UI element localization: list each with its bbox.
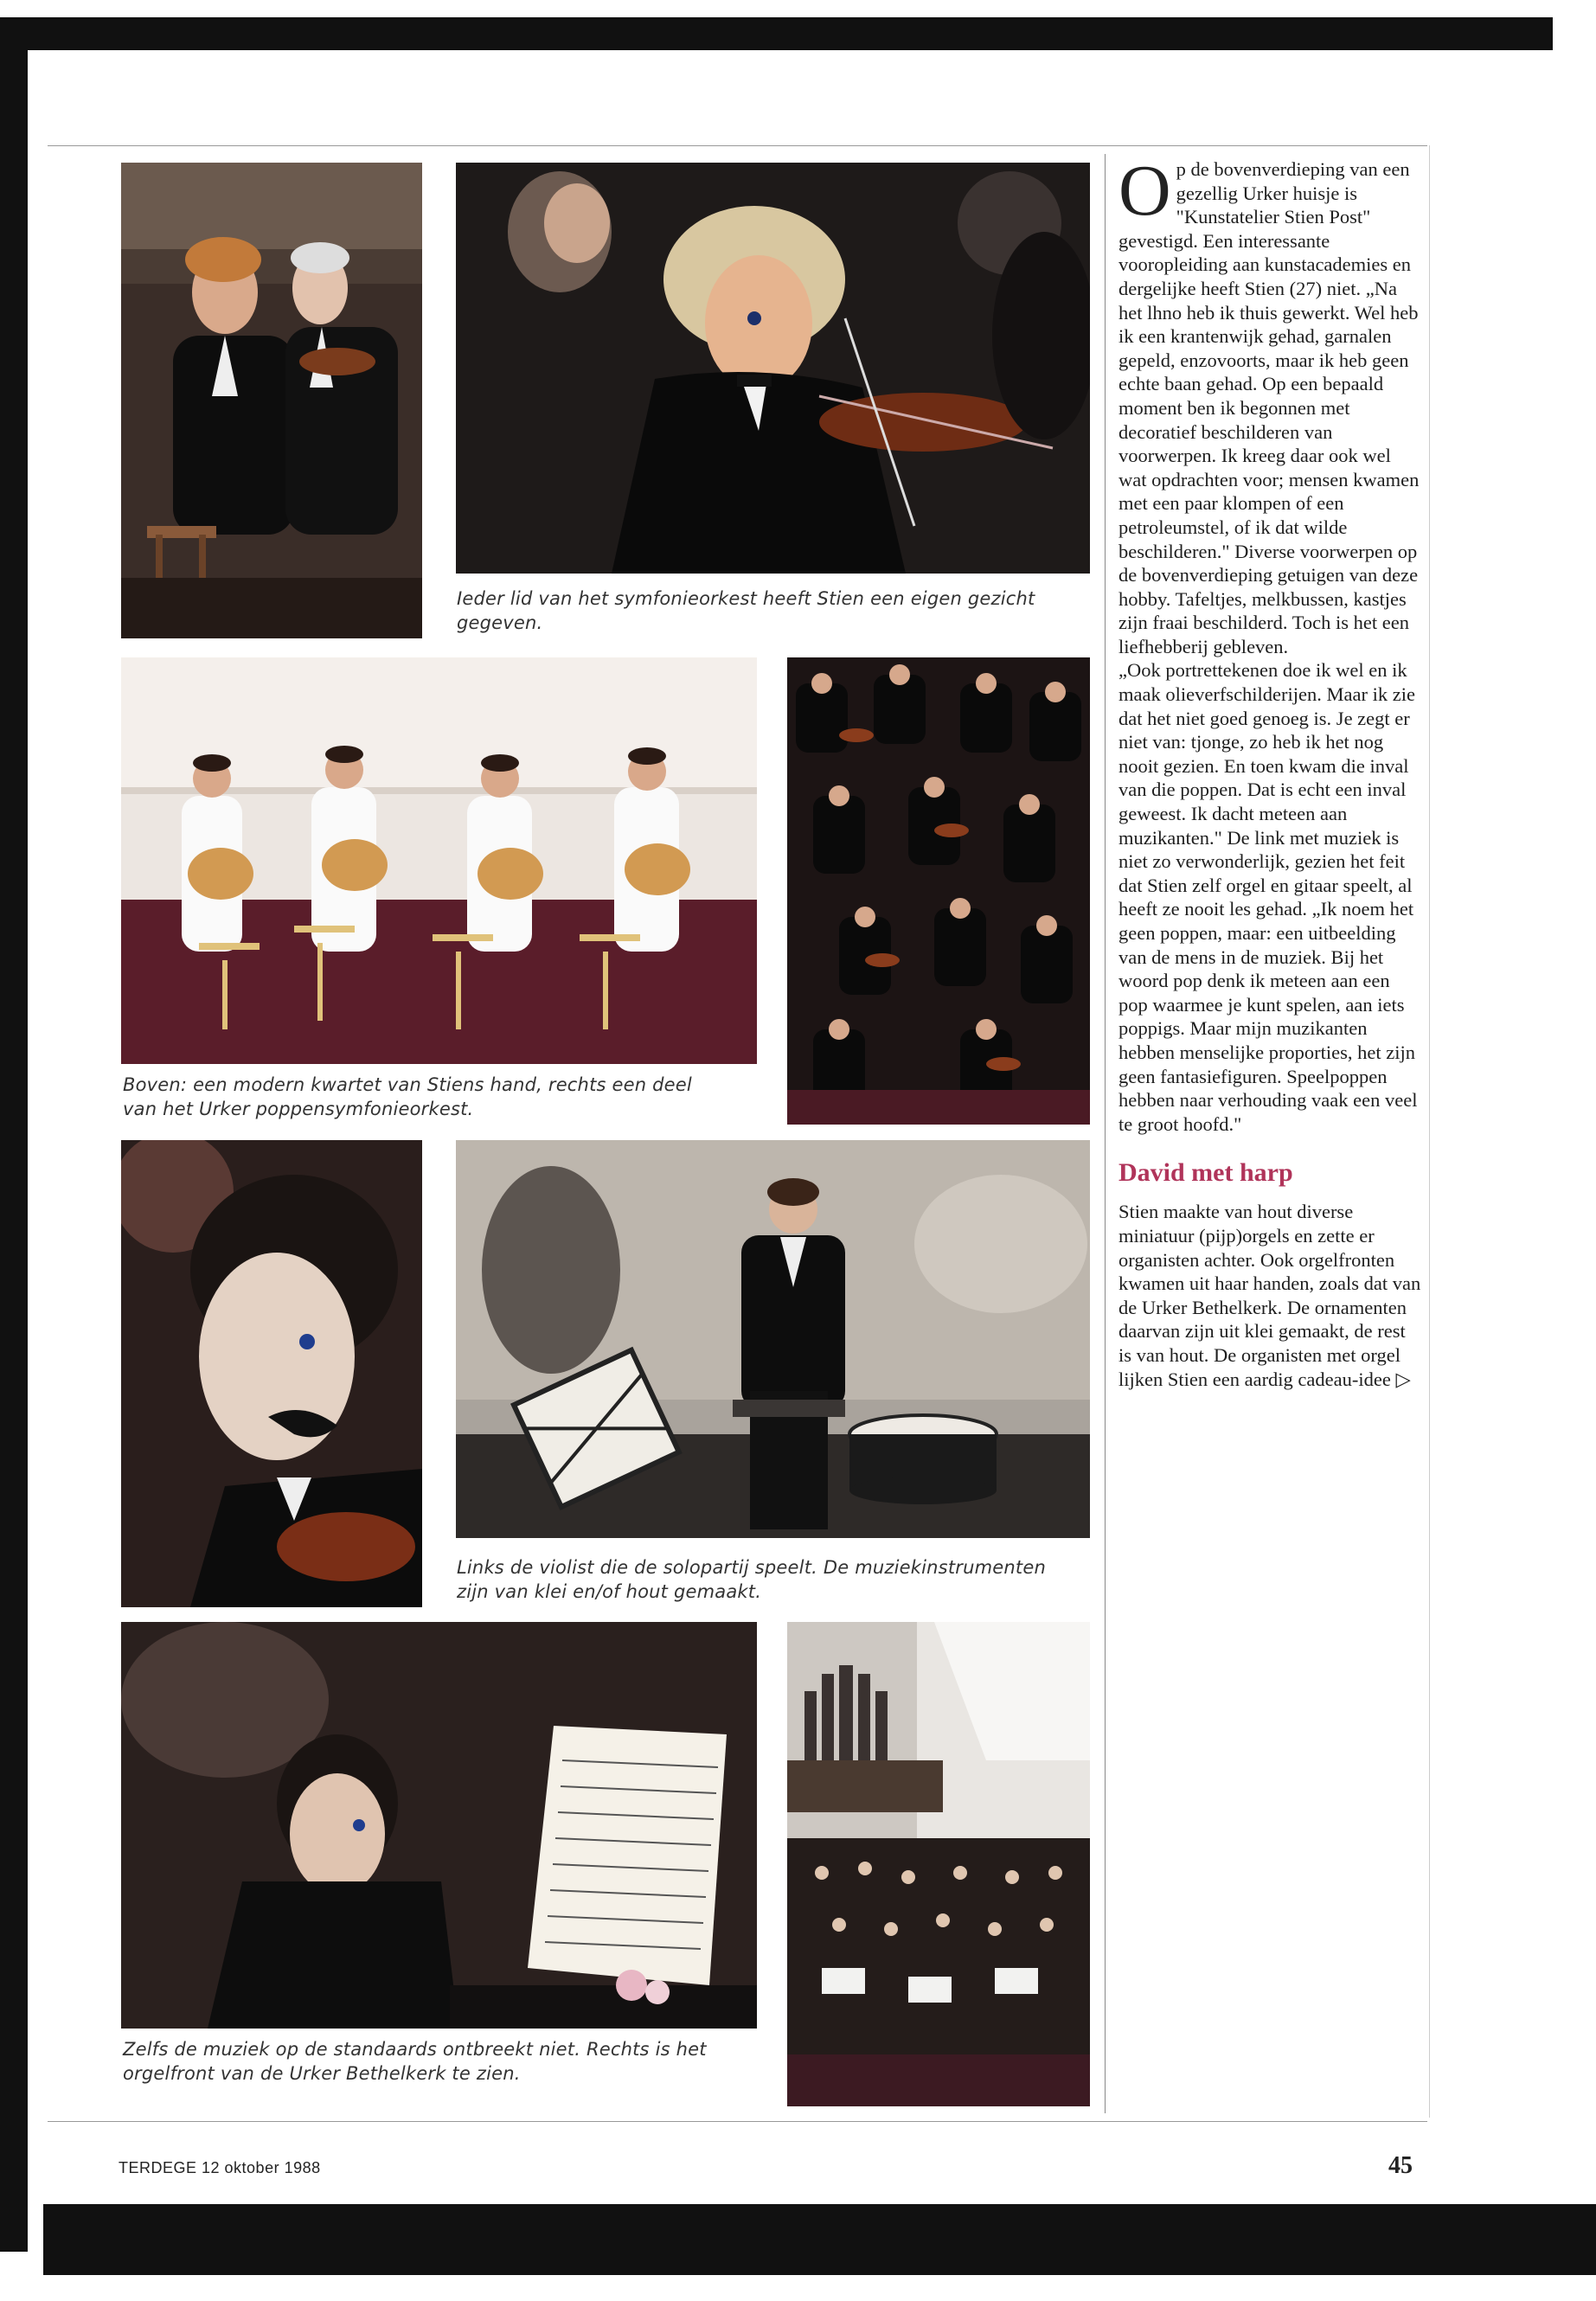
bottom-rule	[48, 2121, 1427, 2122]
caption-orchestra-faces: Ieder lid van het symfonieorkest heeft Stien een eigen gezicht gegeven.	[457, 588, 1035, 633]
scan-edge-bottom	[43, 2204, 1596, 2275]
scan-edge-left	[0, 50, 28, 2252]
right-margin-rule	[1429, 145, 1430, 2118]
photo-quartet	[121, 657, 757, 1064]
caption-violinist: Links de violist die de solopartij speelt. De muziekinstrumenten zijn van klei en/of hout gemaakt.	[457, 1557, 1046, 1602]
photo-violinist-portrait	[121, 1140, 422, 1607]
article-paragraph-2: „Ook portrettekenen doe ik wel en ik maak olieverfschilderijen. Maar ik zie dat het niet goed genoeg is. Je zegt er niet van: tjonge, zo heb ik het nog nooit gezien. En toen kwam die inval van die poppen. Dat is echt een inval geweest. Ik dacht meteen aan muzikanten." De link met muziek is niet zo verwonderlijk, gezien het feit dat Stien zelf orgel en gitaar speelt, al heeft ze nooit les gehad. „Ik noem het geen poppen, maar: een uitbeelding van de mens in de muziek. Bij het woord pop denk ik meteen aan een pop waarmee je kunt spelen, aan iets poppigs. Maar mijn muzikanten hebben menselijke proporties, het zijn geen fantasiefiguren. Speelpoppen hebben naar verhouding vaak een veel te groot hoofd."	[1118, 659, 1418, 1135]
article-paragraph-1-text: p de bovenverdieping van een gezellig Urker huisje is "Kunstatelier Stien Post" gevestigd. Een interessante vooropleiding aan kunstacademies en dergelijke heeft Stien (27) niet. „Na het lhno heb ik thuis gewerkt. Wel heb ik een krantenwijk gehad, garnalen gepeld, enzovoorts, maar ik heb geen echte baan gehad. Op een bepaald moment ben ik begonnen met decoratief beschilderen van voorwerpen. Ik kreeg daar ook wel wat opdrachten voor; mensen kwamen met een paar klompen of een petroleumstel, of ik dat wilde beschilderen." Diverse voorwerpen op de bovenverdieping getuigen van deze hobby. Tafeltjes, melkbussen, kastjes zijn fraai beschilderd. Toch is het een liefhebberij gebleven.	[1118, 158, 1420, 657]
article-subhead: David met harp	[1118, 1158, 1293, 1188]
caption-organ: Zelfs de muziek op de standaards ontbreekt niet. Rechts is het orgelfront van de Urker Bethelkerk te zien.	[123, 2039, 707, 2084]
scan-edge-top	[0, 17, 1553, 50]
article-paragraph-1	[1118, 151, 1423, 658]
photo-organ-front-graphic	[787, 1622, 1090, 2106]
photo-orchestra-overhead-graphic	[787, 657, 1090, 1125]
photo-violinist-portrait-graphic	[121, 1140, 422, 1607]
photo-violinists-row-graphic	[121, 163, 422, 638]
caption-quartet: Boven: een modern kwartet van Stiens hand, rechts een deel van het Urker poppensymfonieorkest.	[123, 1074, 692, 1119]
page-number: 45	[1388, 2152, 1413, 2179]
top-rule	[48, 145, 1427, 146]
photo-organ-front	[787, 1622, 1090, 2106]
photo-drummer-graphic	[456, 1140, 1090, 1538]
photo-sheet-music	[121, 1622, 757, 2029]
photo-drummer	[456, 1140, 1090, 1538]
photo-quartet-graphic	[121, 657, 757, 1064]
photo-orchestra-overhead	[787, 657, 1090, 1125]
footer-publication: TERDEGE 12 oktober 1988	[119, 2159, 321, 2176]
dropcap: O	[1118, 151, 1171, 231]
article-paragraph-3: Stien maakte van hout diverse miniatuur (pijp)orgels en zette er organisten achter. Ook orgelfronten kwamen uit haar handen, zoals dat van de Urker Bethelkerk. De ornamenten daarvan zijn uit klei gemaakt, de rest is van hout. De organisten met orgel lijken Stien een aardig cadeau-idee ▷	[1118, 1201, 1421, 1390]
article-column	[1118, 151, 1423, 1391]
photo-violinists-row	[121, 163, 422, 638]
photo-violinist-blonde-graphic	[456, 163, 1090, 574]
photo-sheet-music-graphic	[121, 1622, 757, 2029]
column-divider	[1105, 154, 1106, 2113]
photo-violinist-blonde	[456, 163, 1090, 574]
